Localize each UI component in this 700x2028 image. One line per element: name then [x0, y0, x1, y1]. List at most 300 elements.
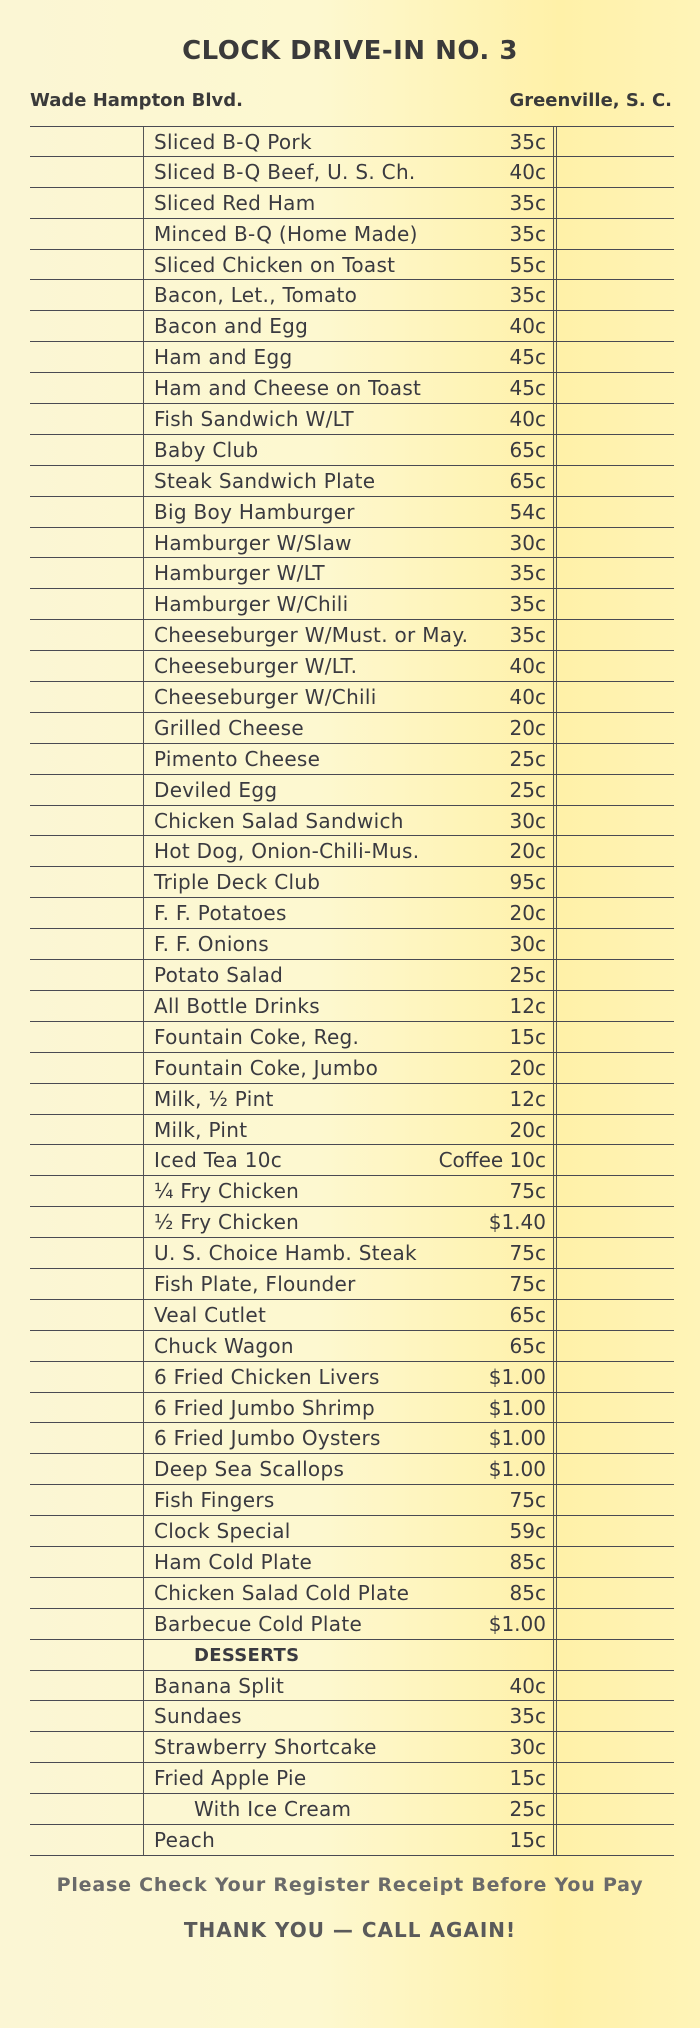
column-divider	[143, 1362, 144, 1392]
menu-row	[30, 1454, 674, 1485]
column-divider	[143, 157, 144, 187]
menu-item-price: 85c	[509, 1549, 546, 1574]
column-divider	[143, 1022, 144, 1052]
column-divider	[143, 991, 144, 1021]
menu-item-price: 40c	[509, 685, 546, 710]
column-divider	[553, 497, 554, 527]
menu-item-name: Deep Sea Scallops	[154, 1457, 345, 1482]
column-divider	[143, 342, 144, 372]
column-divider	[556, 1671, 557, 1701]
menu-item-price: 75c	[509, 1271, 546, 1296]
menu-row	[30, 775, 674, 806]
column-divider	[143, 1145, 144, 1175]
menu-row	[30, 1115, 674, 1146]
menu-row	[30, 342, 674, 373]
column-divider	[553, 744, 554, 774]
column-divider	[553, 1763, 554, 1793]
menu-row	[30, 1362, 674, 1393]
column-divider	[556, 1022, 557, 1052]
section-header-row	[30, 1640, 674, 1671]
menu-item-price: 65c	[509, 468, 546, 493]
menu-row	[30, 497, 674, 528]
menu-item-price: 40c	[509, 314, 546, 339]
column-divider	[556, 127, 557, 156]
column-divider	[553, 1115, 554, 1145]
menu-row	[30, 1825, 674, 1856]
column-divider	[556, 1145, 557, 1175]
column-divider	[556, 558, 557, 588]
menu-item-name: Sliced Red Ham	[154, 190, 316, 215]
column-divider	[556, 775, 557, 805]
menu-item-name: Sliced Chicken on Toast	[154, 252, 396, 277]
menu-item-price: 40c	[509, 159, 546, 184]
menu-row	[30, 157, 674, 188]
column-divider	[553, 1547, 554, 1577]
column-divider	[556, 250, 557, 280]
menu-item-price: 12c	[509, 993, 546, 1018]
column-divider	[143, 404, 144, 434]
menu-item-name: Sundaes	[154, 1704, 242, 1729]
column-divider	[143, 1423, 144, 1453]
menu-row	[30, 1145, 674, 1176]
menu-item-name: Ham and Cheese on Toast	[154, 376, 422, 401]
column-divider	[143, 1732, 144, 1762]
column-divider	[553, 1053, 554, 1083]
column-divider	[143, 373, 144, 403]
menu-row	[30, 806, 674, 837]
column-divider	[553, 1176, 554, 1206]
column-divider	[143, 589, 144, 619]
menu-row	[30, 126, 674, 157]
column-divider	[143, 1640, 144, 1670]
column-divider	[143, 1207, 144, 1237]
menu-item-name: ½ Fry Chicken	[154, 1210, 300, 1235]
menu-item-price: 65c	[509, 1302, 546, 1327]
column-divider	[143, 1454, 144, 1484]
menu-item-price: 40c	[509, 654, 546, 679]
column-divider	[553, 1145, 554, 1175]
column-divider	[143, 1609, 144, 1639]
menu-item-price: $1.00	[488, 1611, 546, 1636]
column-divider	[553, 1516, 554, 1546]
menu-item-price: 25c	[509, 1797, 546, 1822]
column-divider	[556, 1238, 557, 1268]
column-divider	[556, 929, 557, 959]
column-divider	[143, 960, 144, 990]
menu-item-name: Barbecue Cold Plate	[154, 1611, 363, 1636]
column-divider	[556, 1516, 557, 1546]
column-divider	[556, 1084, 557, 1114]
column-divider	[556, 1701, 557, 1731]
menu-row	[30, 311, 674, 342]
menu-item-name: 6 Fried Jumbo Shrimp	[154, 1395, 375, 1420]
column-divider	[553, 991, 554, 1021]
column-divider	[143, 1701, 144, 1731]
column-divider	[143, 1269, 144, 1299]
menu-item-name: Sliced B-Q Pork	[154, 130, 312, 154]
column-divider	[556, 342, 557, 372]
column-divider	[553, 898, 554, 928]
menu-row	[30, 1547, 674, 1578]
menu-item-price: 25c	[509, 777, 546, 802]
column-divider	[556, 682, 557, 712]
menu-row	[30, 713, 674, 744]
menu-item-price: 35c	[509, 623, 546, 648]
column-divider	[556, 1547, 557, 1577]
column-divider	[143, 1115, 144, 1145]
menu-item-price: $1.00	[488, 1426, 546, 1451]
column-divider	[553, 589, 554, 619]
column-divider	[556, 744, 557, 774]
menu-item-price: 15c	[509, 1024, 546, 1049]
menu-item-name: Bacon and Egg	[154, 314, 309, 339]
column-divider	[553, 280, 554, 310]
column-divider	[143, 1053, 144, 1083]
menu-item-price: 40c	[509, 1673, 546, 1698]
menu-row	[30, 651, 674, 682]
column-divider	[553, 528, 554, 558]
menu-item-price: 20c	[509, 901, 546, 926]
menu-item-price: $1.00	[488, 1395, 546, 1420]
column-divider	[553, 188, 554, 218]
menu-item-name: Triple Deck Club	[154, 870, 321, 895]
menu-row	[30, 929, 674, 960]
column-divider	[553, 1238, 554, 1268]
column-divider	[556, 466, 557, 496]
menu-item-price: 35c	[509, 130, 546, 154]
menu-item-price: 85c	[509, 1580, 546, 1605]
column-divider	[143, 713, 144, 743]
menu-item-name: Milk, Pint	[154, 1117, 248, 1142]
column-divider	[553, 836, 554, 866]
column-divider	[556, 991, 557, 1021]
column-divider	[556, 1423, 557, 1453]
menu-row	[30, 435, 674, 466]
column-divider	[553, 1423, 554, 1453]
column-divider	[553, 1300, 554, 1330]
menu-item-price: 30c	[509, 932, 546, 957]
column-divider	[553, 435, 554, 465]
menu-item-name: Cheeseburger W/LT.	[154, 654, 358, 679]
menu-item-name: Pimento Cheese	[154, 746, 321, 771]
menu-row	[30, 1671, 674, 1702]
menu-item-price: 45c	[509, 345, 546, 370]
menu-row	[30, 1084, 674, 1115]
column-divider	[553, 1671, 554, 1701]
menu-item-price: 59c	[509, 1519, 546, 1544]
column-divider	[556, 867, 557, 897]
column-divider	[556, 1794, 557, 1824]
column-divider	[553, 713, 554, 743]
menu-row	[30, 1485, 674, 1516]
column-divider	[143, 311, 144, 341]
menu-row	[30, 219, 674, 250]
column-divider	[143, 1547, 144, 1577]
column-divider	[553, 1825, 554, 1855]
menu-row	[30, 620, 674, 651]
menu-item-name: Ham and Egg	[154, 345, 293, 370]
column-divider	[143, 1485, 144, 1515]
column-divider	[556, 713, 557, 743]
column-divider	[553, 1269, 554, 1299]
menu-row	[30, 466, 674, 497]
column-divider	[553, 311, 554, 341]
column-divider	[553, 1084, 554, 1114]
menu-item-name: Cheeseburger W/Must. or May.	[154, 623, 469, 648]
column-divider	[143, 1516, 144, 1546]
column-divider	[556, 1207, 557, 1237]
thank-you-message: THANK YOU — CALL AGAIN!	[183, 1918, 517, 1942]
column-divider	[556, 1609, 557, 1639]
menu-row	[30, 1578, 674, 1609]
menu-item-name: Chuck Wagon	[154, 1333, 294, 1358]
column-divider	[143, 898, 144, 928]
column-divider	[556, 404, 557, 434]
column-divider	[553, 1362, 554, 1392]
menu-row	[30, 528, 674, 559]
column-divider	[143, 744, 144, 774]
menu-table	[30, 126, 674, 1856]
column-divider	[556, 1115, 557, 1145]
menu-row	[30, 1207, 674, 1238]
column-divider	[143, 1578, 144, 1608]
menu-item-price: 45c	[509, 376, 546, 401]
menu-item-price: 35c	[509, 221, 546, 246]
menu-item-name: Hamburger W/Chili	[154, 592, 349, 617]
menu-item-name: Fish Fingers	[154, 1488, 275, 1513]
menu-row	[30, 744, 674, 775]
column-divider	[553, 1022, 554, 1052]
column-divider	[556, 651, 557, 681]
column-divider	[143, 836, 144, 866]
menu-item-name: Hamburger W/LT	[154, 561, 325, 586]
menu-item-price: 25c	[509, 963, 546, 988]
menu-item-price: 75c	[509, 1488, 546, 1513]
menu-item-price: 95c	[509, 870, 546, 895]
receipt-notice: Please Check Your Register Receipt Before You Pay	[56, 1874, 644, 1896]
menu-item-name: 6 Fried Jumbo Oysters	[154, 1426, 381, 1451]
menu-item-name: F. F. Onions	[154, 932, 269, 957]
column-divider	[553, 651, 554, 681]
menu-item-name: Hamburger W/Slaw	[154, 530, 352, 555]
column-divider	[556, 1578, 557, 1608]
column-divider	[553, 127, 554, 156]
menu-item-name: Steak Sandwich Plate	[154, 468, 376, 493]
menu-item-price: 20c	[509, 1117, 546, 1142]
column-divider	[143, 775, 144, 805]
menu-item-name: Big Boy Hamburger	[154, 499, 355, 524]
menu-item-name: Cheeseburger W/Chili	[154, 685, 377, 710]
column-divider	[143, 1671, 144, 1701]
menu-row	[30, 373, 674, 404]
menu-item-name: Milk, ½ Pint	[154, 1086, 274, 1111]
menu-row	[30, 1393, 674, 1424]
column-divider	[143, 929, 144, 959]
column-divider	[556, 157, 557, 187]
menu-item-name: Ham Cold Plate	[154, 1549, 313, 1574]
column-divider	[143, 1393, 144, 1423]
menu-item-name: Minced B-Q (Home Made)	[154, 221, 418, 246]
menu-row	[30, 280, 674, 311]
menu-item-name: Veal Cutlet	[154, 1302, 267, 1327]
menu-item-name: Fountain Coke, Reg.	[154, 1024, 360, 1049]
column-divider	[556, 219, 557, 249]
menu-item-name: Fish Sandwich W/LT	[154, 407, 354, 432]
column-divider	[553, 466, 554, 496]
column-divider	[553, 1485, 554, 1515]
menu-item-price: 35c	[509, 283, 546, 308]
menu-item-price: $1.00	[488, 1457, 546, 1482]
column-divider	[143, 435, 144, 465]
menu-row	[30, 1238, 674, 1269]
menu-item-price: 15c	[509, 1827, 546, 1852]
menu-item-price: 20c	[509, 715, 546, 740]
menu-item-price: 54c	[509, 499, 546, 524]
column-divider	[143, 466, 144, 496]
column-divider	[553, 1732, 554, 1762]
menu-item-price: 20c	[509, 839, 546, 864]
column-divider	[556, 435, 557, 465]
menu-row	[30, 404, 674, 435]
column-divider	[553, 682, 554, 712]
menu-item-name: All Bottle Drinks	[154, 993, 320, 1018]
section-title: DESSERTS	[194, 1644, 300, 1666]
menu-row	[30, 867, 674, 898]
column-divider	[553, 1640, 554, 1670]
column-divider	[553, 1207, 554, 1237]
menu-item-price: 55c	[509, 252, 546, 277]
menu-row	[30, 1176, 674, 1207]
column-divider	[556, 806, 557, 836]
menu-row	[30, 1331, 674, 1362]
menu-item-name: With Ice Cream	[194, 1797, 352, 1822]
column-divider	[556, 960, 557, 990]
menu-item-name: F. F. Potatoes	[154, 901, 287, 926]
column-divider	[553, 1609, 554, 1639]
column-divider	[556, 311, 557, 341]
column-divider	[556, 1825, 557, 1855]
column-divider	[553, 867, 554, 897]
menu-item-name: 6 Fried Chicken Livers	[154, 1364, 380, 1389]
menu-item-name: Fish Plate, Flounder	[154, 1271, 356, 1296]
menu-row	[30, 1763, 674, 1794]
column-divider	[556, 280, 557, 310]
menu-item-price: 12c	[509, 1086, 546, 1111]
column-divider	[553, 1701, 554, 1731]
menu-row	[30, 1022, 674, 1053]
menu-item-name: Iced Tea 10c	[154, 1148, 283, 1173]
menu-row	[30, 960, 674, 991]
menu-row	[30, 1423, 674, 1454]
menu-item-name: Peach	[154, 1827, 216, 1852]
menu-item-price: Coffee 10c	[438, 1148, 546, 1173]
menu-item-price: 35c	[509, 1704, 546, 1729]
column-divider	[556, 1454, 557, 1484]
menu-item-name: Potato Salad	[154, 963, 284, 988]
menu-item-price: 35c	[509, 190, 546, 215]
column-divider	[556, 589, 557, 619]
menu-item-price: 65c	[509, 1333, 546, 1358]
menu-item-price: 35c	[509, 592, 546, 617]
column-divider	[553, 1331, 554, 1361]
menu-item-price: 35c	[509, 561, 546, 586]
menu-item-name: Chicken Salad Cold Plate	[154, 1580, 410, 1605]
column-divider	[556, 528, 557, 558]
menu-row	[30, 682, 674, 713]
menu-row	[30, 1794, 674, 1825]
column-divider	[143, 280, 144, 310]
menu-item-name: ¼ Fry Chicken	[154, 1179, 300, 1204]
menu-item-price: 30c	[509, 1735, 546, 1760]
column-divider	[553, 373, 554, 403]
column-divider	[143, 682, 144, 712]
menu-item-price: 65c	[509, 437, 546, 462]
menu-item-price: $1.40	[488, 1210, 546, 1235]
column-divider	[556, 1393, 557, 1423]
page-title: CLOCK DRIVE-IN NO. 3	[182, 36, 518, 66]
menu-row	[30, 1516, 674, 1547]
column-divider	[556, 1640, 557, 1670]
menu-item-price: 40c	[509, 407, 546, 432]
column-divider	[553, 806, 554, 836]
column-divider	[556, 497, 557, 527]
menu-item-name: Hot Dog, Onion-Chili-Mus.	[154, 839, 420, 864]
menu-row	[30, 1269, 674, 1300]
menu-item-name: Chicken Salad Sandwich	[154, 808, 404, 833]
column-divider	[553, 929, 554, 959]
menu-item-name: Bacon, Let., Tomato	[154, 283, 358, 308]
column-divider	[553, 342, 554, 372]
column-divider	[553, 960, 554, 990]
menu-row	[30, 250, 674, 281]
column-divider	[553, 404, 554, 434]
menu-row	[30, 1701, 674, 1732]
column-divider	[556, 620, 557, 650]
column-divider	[143, 497, 144, 527]
column-divider	[143, 1763, 144, 1793]
menu-row	[30, 991, 674, 1022]
column-divider	[143, 1794, 144, 1824]
column-divider	[143, 1300, 144, 1330]
column-divider	[143, 867, 144, 897]
column-divider	[143, 620, 144, 650]
column-divider	[143, 1176, 144, 1206]
column-divider	[556, 1176, 557, 1206]
column-divider	[553, 157, 554, 187]
column-divider	[143, 127, 144, 156]
column-divider	[556, 836, 557, 866]
menu-item-price: 75c	[509, 1241, 546, 1266]
column-divider	[143, 188, 144, 218]
column-divider	[553, 1794, 554, 1824]
column-divider	[143, 558, 144, 588]
menu-item-price: 30c	[509, 808, 546, 833]
menu-item-name: Strawberry Shortcake	[154, 1735, 377, 1760]
menu-item-price: 25c	[509, 746, 546, 771]
menu-item-name: Deviled Egg	[154, 777, 278, 802]
column-divider	[556, 1300, 557, 1330]
menu-item-name: Clock Special	[154, 1519, 291, 1544]
menu-row	[30, 589, 674, 620]
column-divider	[143, 1825, 144, 1855]
column-divider	[143, 528, 144, 558]
menu-item-price: 75c	[509, 1179, 546, 1204]
menu-item-price: 20c	[509, 1055, 546, 1080]
menu-item-name: Banana Split	[154, 1673, 285, 1698]
menu-row	[30, 1732, 674, 1763]
column-divider	[143, 1084, 144, 1114]
column-divider	[556, 188, 557, 218]
